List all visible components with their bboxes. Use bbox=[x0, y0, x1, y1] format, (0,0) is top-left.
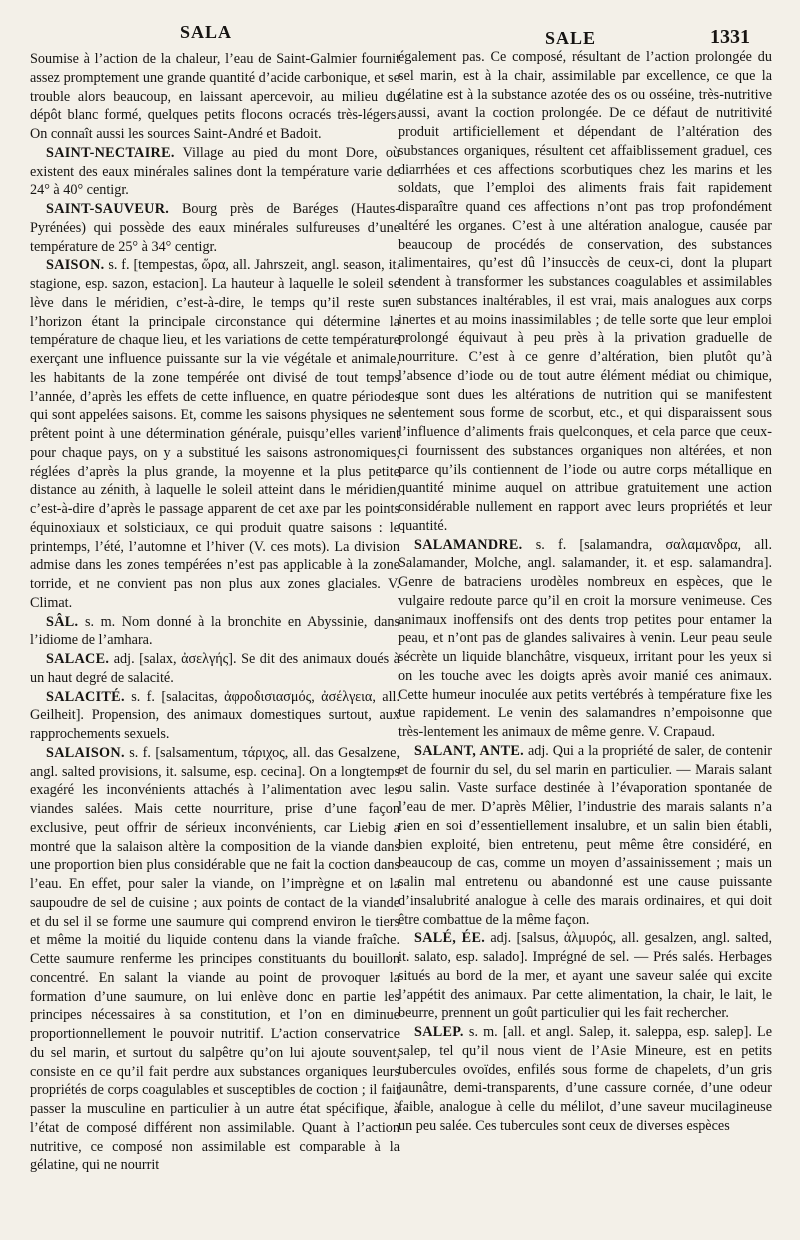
entry-text: s. f. [salacitas, ἀφροδισιασμός, ἀσέλγεια, all. Geilheit]. Propension, des animaux domestiques surtout, aux rapprochements sexuels. bbox=[30, 688, 400, 742]
entry-salacite bbox=[30, 688, 400, 744]
entry-term: SAINT-SAUVEUR. bbox=[46, 201, 170, 217]
entry-text: s. m. [all. et angl. Salep, it. saleppa, esp. salep]. Le salep, tel qu’il nous vient de l’Asie Mineure, est en petits tubercules ovoïdes, enfilés sous forme de chapelets, d’un gris jaunâtre, demi-transparents, d’une cassure cornée, d’une odeur faible, analogue à celle du mélilot, d’une saveur mucilagineuse un peu salée. Ces tubercules sont ceux de diverses espèces bbox=[398, 1024, 773, 1134]
entry-term: SALEP. bbox=[414, 1024, 464, 1040]
entry-text: Bourg près de Baréges (Hautes-Pyrénées) qui possède des eaux minérales sulfureuses d’une température de 25° à 34° centigr. bbox=[30, 201, 401, 255]
entry-term: SALACITÉ. bbox=[46, 688, 125, 705]
running-header bbox=[0, 18, 800, 48]
entry-term: SALACE. bbox=[46, 651, 110, 667]
right-column bbox=[398, 48, 772, 1136]
entry-term: SALAISON. bbox=[46, 744, 125, 761]
entry-term: SALANT, ANTE. bbox=[414, 742, 525, 759]
entry-text: s. f. [tempestas, ὥρα, all. Jahrszeit, angl. season, it. stagione, esp. sazon, estacion]. La hauteur à laquelle le soleil se lève dans le méridien, c’est-à-dire, le temps qu’il reste sur l’horizon étant la principale circonstance qui détermine la température de chaque lieu, et les variations de cette température exerçant une influence puissante sur la vie végétale et animale, les habitants de la zone tempérée ont divisé de tout temps l’année, d’après les effets de cette influence, en quatre périodes qui sont appelées saisons. Et, comme les saisons physiques ne se prêtent point à une détermination générale, puisqu’elles varient pour chaque pays, on y a substitué les saisons astronomiques, réglées d’après la plus grande, la moyenne et la plus petite distance au zénith, à laquelle le soleil atteint dans le méridien, c’est-à-dire d’après le passage apparent de cet axe par les points équinoxiaux et solsticiaux, ce qui produit quatre saisons : le printemps, l’été, l’automne et l’hiver (V. ces mots). La division admise dans les zones tempérées n’est pas applicable à la zone torride, et ne convient pas non plus aux zones glaciales. V. Climat. bbox=[30, 257, 400, 611]
entry-term: SALAMANDRE. bbox=[414, 536, 523, 553]
entry-text: également pas. Ce composé, résultant de l’action prolongée du sel marin, est à la chair, assimilable par excellence, ce que la gélatine est à la substance azotée des os ou osséine, très-nutritive aussi, avant la coction prolongée. De ce défaut de nutritivité produit artificiellement et dépendant de l’altération des substances organiques, résultent cet affaiblissement graduel, ces diarrhées et ces affections scorbutiques chez les marins et les soldats, que l’emploi des aliments frais fait rapidement disparaître quand ces affections n’ont pas trop profondément altéré les organes. C’est à une altération analogue, causée par beaucoup de procédés de conservation, des substances alimentaires, qu’est dû l’insuccès de ceux-ci, dont la plupart tendent à transformer les substances coagulables et assimilables en substances inaltérables, il est vrai, mais analogues aux corps inertes et au moins inassimilables ; de telle sorte que leur emploi prolongé équivaut à peu près à la privation graduelle de nourriture. C’est à ce genre d’altération, bien plutôt qu’à l’absence d’iode ou de tout autre élément médiat ou chimique, que sont dues les altérations de nutrition qui se manifestent lentement sous forme de scorbut, etc., et qui disparaissent sous l’influence d’aliments frais quelconques, et cela parce que ceux-ci fournissent des substances organiques non altérées, et non parce qu’ils contiennent de l’iode ou autre corps métallique en quantité minime auquel on attribue gratuitement une action considérable nullement en rapport avec leurs propriétés et leur quantité. bbox=[398, 49, 772, 534]
entry-term: SALÉ, ÉE. bbox=[414, 930, 486, 947]
entry-salant bbox=[398, 742, 772, 930]
entry-salep bbox=[398, 1023, 772, 1136]
entry-saison bbox=[30, 256, 400, 612]
entry-text: s. m. Nom donné à la bronchite en Abyssinie, dans l’idiome de l’amhara. bbox=[30, 613, 400, 649]
entry-text: s. f. [salamandra, σαλαμανδρα, all. Salamander, Molche, angl. salamander, it. et esp. salamandra]. Genre de batraciens urodèles nombreux en espèces, que le vulgaire redoute parce qu’il en croit la morsure venimeuse. Ces animaux inoffensifs ont des dents trop petites pour entamer la peau, et n’ont pas de glandes salivaires à venin. Leur peau seule sécrète un liquide blanchâtre, visqueux, irritant pour les yeux si on les touche avec les doigts après avoir manié ces animaux. Cette humeur inoculée aux petits vertébrés à température fixe les tue rapidement. Le venin des salamandres n’empoisonne que très-lentement les animaux de même genre. V. Crapaud. bbox=[398, 536, 772, 740]
entry-continuation bbox=[30, 50, 400, 144]
entry-saint-nectaire bbox=[30, 144, 400, 200]
entry-salaison bbox=[30, 744, 400, 1175]
left-column bbox=[30, 50, 400, 1175]
entry-text: adj. Qui a la propriété de saler, de contenir et de fournir du sel, du sel marin en particulier. — Marais salant ou salin. Vaste surface destinée à l’évaporation spontanée de l’eau de mer. D’après Mêlier, l’industrie des marais salants n’a rien en soi d’essentiellement insalubre, et un salin bien établi, bien exploité, bien entretenu, peut même être considéré, en beaucoup de cas, comme un moyen d’assainissement ; mais un salin mal entretenu ou abandonné est une cause puissante d’insalubrité analogue à celle des marais ordinaires, et qui doit être combattue de la même façon. bbox=[398, 742, 773, 928]
entry-sale bbox=[398, 929, 772, 1023]
entry-term: SAINT-NECTAIRE. bbox=[46, 144, 175, 161]
entry-text: adj. [salsus, ἁλμυρός, all. gesalzen, angl. salted, it. salato, esp. salado]. Imprégné de sel. — Prés salés. Herbages situés au bord de la mer, et ayant une saveur salée qui excite l’appétit des animaux. Par cette alimentation, la chair, le lait, le beurre, prennent un goût particulier qui les fait rechercher. bbox=[398, 930, 773, 1022]
left-headword: SALA bbox=[180, 22, 233, 42]
entry-salamandre bbox=[398, 536, 772, 742]
entry-text: s. f. [salsamentum, τάριχος, all. das Gesalzene, angl. salted provisions, it. salsume, esp. cecina]. On a longtemps exagéré les inconvénients attachés à l’alimentation avec les viandes salées. Mais cette nourriture, prise d’une façon exclusive, peut offrir de sérieux inconvénients, car Liebig a montré que la salaison altère la composition de la viande dans une proportion bien plus considérable que ne fait la coction dans l’eau. En effet, pour saler la viande, on l’imprègne et on la saupoudre de sel de cuisine ; aux points de contact de la viande et du sel il se forme une saumure qui comprend environ le tiers et même la moitié du liquide contenu dans la viande fraîche. Cette saumure renferme les principes constituants du bouillon concentré. En salant la viande au point de provoquer la formation d’une saumure, on lui enlève donc en partie les principes nécessaires à sa constitution, et l’on en diminue proportionnellement le pouvoir nutritif. L’action conservatrice du sel marin, et surtout du salpêtre qu’on lui ajoute souvent, consiste en ce qu’il fait perdre aux substances organiques leurs propriétés de corps coagulables et susceptibles de coction ; il fait passer la musculine en particulier à un autre état spécifique, à l’état de composé différent non assimilable. Quant à l’action nutritive, ce composé non assimilable est comparable à la gélatine, qui ne nourrit bbox=[30, 744, 401, 1174]
entry-term: SAISON. bbox=[46, 257, 105, 274]
entry-text: adj. [salax, ἀσελγής]. Se dit des animaux doués à un haut degré de salacité. bbox=[30, 651, 401, 686]
right-headword: SALE bbox=[545, 28, 597, 48]
entry-sal bbox=[30, 613, 400, 651]
entry-text: Soumise à l’action de la chaleur, l’eau de Saint-Galmier fournit assez promptement une grande quantité d’acide carbonique, et se trouble alors beaucoup, en laissant apercevoir, au milieu du dépôt blanc formé, quelques petits flocons ocracés très-légers. On connaît aussi les sources Saint-André et Badoit. bbox=[30, 51, 400, 142]
page-number: 1331 bbox=[710, 26, 750, 48]
entry-term: SÂL. bbox=[46, 613, 79, 630]
entry-text: Village au pied du mont Dore, où existent des eaux minérales salines dont la température varie de 24° à 40° centigr. bbox=[30, 144, 401, 199]
entry-continuation bbox=[398, 48, 772, 536]
entry-salace bbox=[30, 650, 400, 688]
entry-saint-sauveur bbox=[30, 200, 400, 256]
